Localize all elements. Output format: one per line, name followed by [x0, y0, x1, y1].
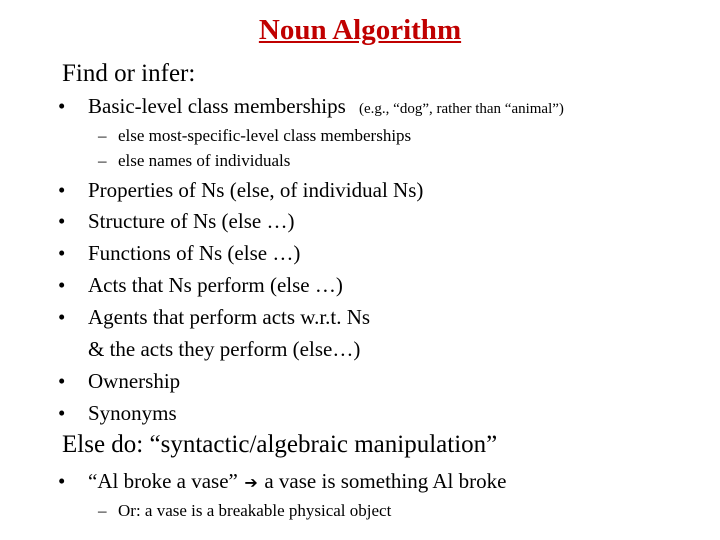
dash-marker: – — [98, 126, 107, 145]
else-heading: Else do: “syntactic/algebraic manipulation” — [62, 431, 498, 458]
dash-marker: – — [98, 501, 107, 520]
find-heading: Find or infer: — [62, 60, 196, 87]
bullet-synonyms: Synonyms — [88, 401, 177, 425]
bullet-properties: Properties of Ns (else, of individual Ns) — [88, 178, 424, 202]
bullet-marker: • — [58, 273, 66, 297]
dash-marker: – — [98, 151, 107, 170]
bullet-marker: • — [58, 241, 66, 265]
example-right: a vase is something Al broke — [264, 469, 507, 493]
bullet-structure: Structure of Ns (else …) — [88, 209, 295, 233]
bullet-marker: • — [58, 178, 66, 202]
bullet-functions: Functions of Ns (else …) — [88, 241, 301, 265]
example-left: “Al broke a vase” — [88, 469, 238, 493]
bullet-marker: • — [58, 305, 66, 329]
sub-bullet-names: else names of individuals — [118, 151, 291, 170]
bullet-marker: • — [58, 369, 66, 393]
bullet-marker: • — [58, 209, 66, 233]
bullet-basic-level-note: (e.g., “dog”, rather than “animal”) — [359, 101, 564, 117]
bullet-basic-level-text: Basic-level class memberships — [88, 94, 346, 118]
right-arrow-icon: ➔ — [244, 475, 258, 492]
bullet-ownership: Ownership — [88, 369, 181, 393]
sub-bullet-most-specific: else most-specific-level class memberships — [118, 126, 412, 145]
bullet-agents-continued: & the acts they perform (else…) — [88, 337, 361, 361]
bullet-marker: • — [58, 94, 66, 118]
slide-title: Noun Algorithm — [258, 14, 462, 46]
example-bullet — [88, 469, 506, 494]
bullet-marker: • — [58, 469, 66, 493]
example-sub: Or: a vase is a breakable physical object — [118, 501, 392, 520]
bullet-acts: Acts that Ns perform (else …) — [88, 273, 343, 297]
bullet-agents: Agents that perform acts w.r.t. Ns — [88, 305, 371, 329]
bullet-marker: • — [58, 401, 66, 425]
bullet-basic-level — [88, 94, 564, 119]
